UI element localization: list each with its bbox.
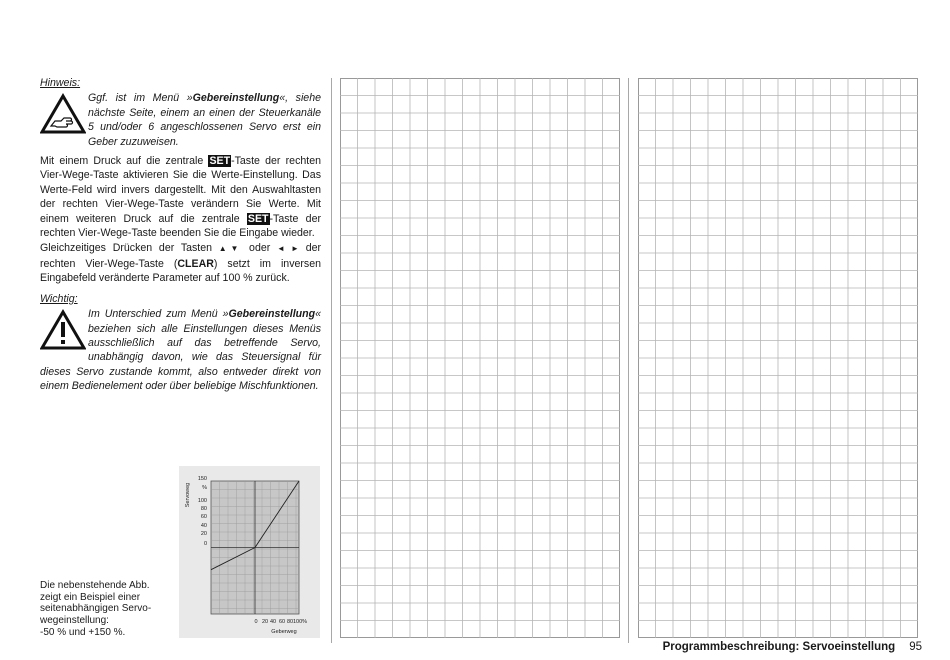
y-tick-label: 80 (200, 506, 207, 512)
x-tick-label: 80 (286, 619, 294, 625)
note-grid-right (638, 78, 918, 638)
set-key-label: SET (247, 212, 269, 225)
paragraph-text: ) setzt im inversen Eingabefeld veränderte Parameter auf 100 % zurück. (40, 257, 321, 285)
figure-caption (40, 580, 170, 639)
paragraph-text: der rechten Vier-Wege-Taste ( (40, 242, 321, 270)
servo-curve-figure (179, 466, 320, 638)
paragraph-text: -Taste der rechten Vier-Wege-Taste beenden Sie die Eingabe wieder. (40, 212, 321, 240)
x-tick-label: 40 (269, 619, 277, 625)
column-divider-left (331, 78, 332, 643)
left-right-arrows-icon: ◄ ► (277, 244, 299, 254)
paragraph-text: oder (242, 242, 278, 255)
footer-title: Programmbeschreibung: Servoeinstellung (662, 641, 896, 653)
clear-key-label: CLEAR (177, 257, 214, 270)
exclamation-warning-icon (40, 309, 88, 353)
important-paragraph (40, 307, 321, 393)
x-tick-label: 20 (261, 619, 269, 625)
note-grid-left (340, 78, 620, 638)
hint-text-after: «, siehe nächste Seite, einem an einen der Steuerkanäle 5 und/oder 6 angeschlossenen Servo erst ein Geber zuzuweisen. (88, 92, 321, 148)
hint-text-before: Ggf. ist im Menü » (88, 92, 193, 105)
caption-line: -50 % und +150 %. (40, 626, 126, 638)
x-tick-label: 60 (278, 619, 286, 625)
y-tick-label: 60 (200, 514, 207, 520)
page-footer (663, 641, 922, 653)
y-tick-label: 150 (197, 476, 207, 482)
important-menu-name: Gebereinstellung (228, 308, 316, 321)
important-text-before: Im Unterschied zum Menü » (88, 308, 229, 321)
caption-line: wegeinstellung: (40, 615, 109, 627)
y-axis-label: Servoweg (185, 482, 191, 508)
x-axis-label: Geberweg (271, 629, 297, 635)
pointing-hand-warning-icon (40, 93, 88, 137)
caption-line: seitenabhängigen Servo- (40, 603, 152, 615)
y-tick-label: 40 (200, 523, 207, 529)
set-key-paragraph (40, 154, 321, 240)
hint-heading: Hinweis: (40, 77, 81, 89)
text-column (40, 76, 321, 394)
x-tick-label: 0 (254, 619, 258, 625)
y-tick-label: % (202, 485, 207, 491)
y-tick-label: 20 (200, 531, 207, 537)
important-text-after: « beziehen sich alle Einstellungen dieses Menüs ausschließlich auf das betreffende Servo, unabhängig davon, wie das Steuersignal für dieses Servo zustande kommt, also entweder direkt von einem Bedienelement oder über beliebige Mischfunktionen. (40, 308, 321, 393)
important-heading: Wichtig: (40, 292, 78, 305)
hint-menu-name: Gebereinstellung (192, 92, 280, 105)
caption-line: Die nebenstehende Abb. (40, 580, 150, 591)
column-divider-mid (628, 78, 629, 643)
set-key-label: SET (209, 155, 231, 168)
paragraph-text: -Taste der rechten Vier-Wege-Taste aktivieren Sie die Werte-Einstellung. Das Werte-Feld wird invers dargestellt. Mit den Auswahltasten der rechten Vier-Wege-Taste verändern Sie Werte. Mit einem weiteren Druck auf die zentrale (40, 155, 321, 225)
paragraph-text: Mit einem Druck auf die zentrale (40, 155, 209, 168)
caption-line: zeigt ein Beispiel einer (40, 591, 141, 603)
up-down-arrows-icon: ▲▼ (218, 244, 243, 254)
y-tick-label: 0 (203, 541, 207, 547)
clear-paragraph (40, 241, 321, 285)
page-number: 95 (909, 641, 922, 653)
x-tick-label: 100% (292, 619, 308, 625)
hint-paragraph (40, 91, 321, 149)
servo-curve-chart (179, 466, 320, 638)
y-tick-label: 100 (197, 498, 207, 504)
paragraph-text: Gleichzeitiges Drücken der Tasten (40, 242, 219, 255)
